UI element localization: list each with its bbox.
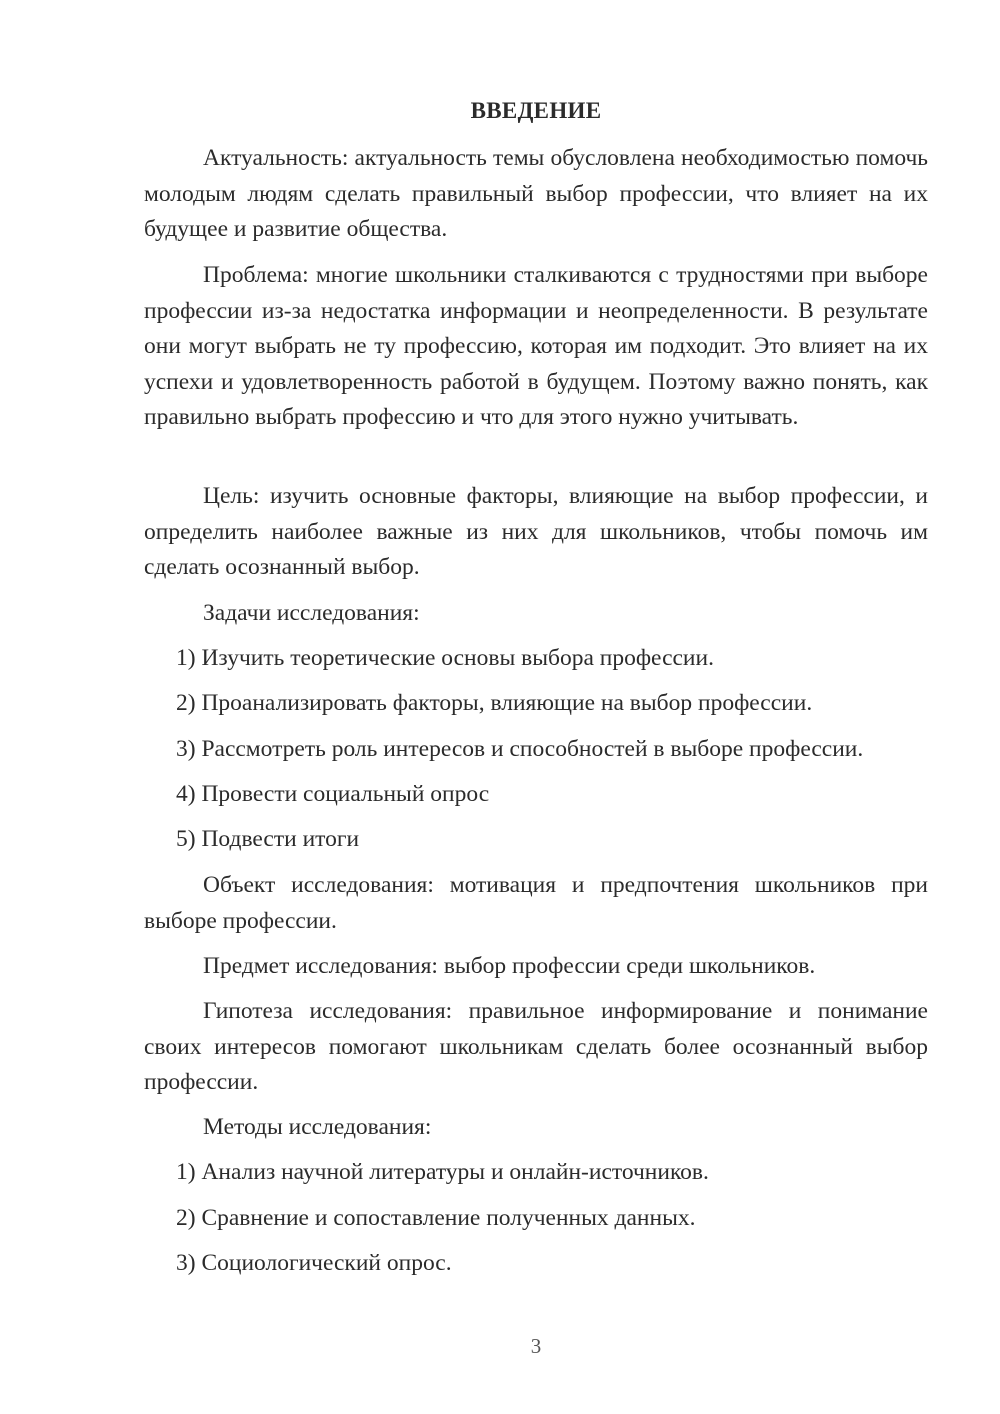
method-item: 3) Социологический опрос.	[176, 1250, 452, 1276]
task-item: 1) Изучить теоретические основы выбора профессии.	[176, 645, 714, 671]
page-title: ВВЕДЕНИЕ	[470, 98, 602, 123]
paragraph-goal: Цель: изучить основные факторы, влияющие на выбор профессии, и определить наиболее важные из них для школьников, чтобы помочь им сделать осознанный выбор.	[144, 483, 928, 580]
paragraph-relevance: Актуальность: актуальность темы обусловлена необходимостью помочь молодым людям сделать правильный выбор профессии, что влияет на их будущее и развитие общества.	[144, 145, 928, 242]
task-item: 3) Рассмотреть роль интересов и способностей в выборе профессии.	[176, 736, 864, 762]
method-item: 1) Анализ научной литературы и онлайн-источников.	[176, 1159, 709, 1185]
paragraph-hypothesis: Гипотеза исследования: правильное информирование и понимание своих интересов помогают школьникам сделать более осознанный выбор профессии.	[144, 998, 928, 1095]
paragraph-object: Объект исследования: мотивация и предпочтения школьников при выборе профессии.	[144, 872, 928, 934]
method-item: 2) Сравнение и сопоставление полученных данных.	[176, 1205, 696, 1231]
paragraph-problem: Проблема: многие школьники сталкиваются с трудностями при выборе профессии из-за недостатка информации и неопределенности. В результате они могут выбрать не ту профессию, которая им подходит. Это влияет на их успехи и удовлетворенность работой в будущем. Поэтому важно понять, как правильно выбрать профессию и что для этого нужно учитывать.	[144, 262, 928, 430]
methods-heading: Методы исследования:	[203, 1114, 432, 1140]
task-item: 5) Подвести итоги	[176, 826, 360, 852]
task-item: 2) Проанализировать факторы, влияющие на выбор профессии.	[176, 690, 813, 716]
task-item: 4) Провести социальный опрос	[176, 781, 490, 807]
paragraph-subject: Предмет исследования: выбор профессии среди школьников.	[203, 953, 816, 979]
page-number: 3	[530, 1334, 542, 1358]
tasks-heading: Задачи исследования:	[203, 600, 420, 626]
